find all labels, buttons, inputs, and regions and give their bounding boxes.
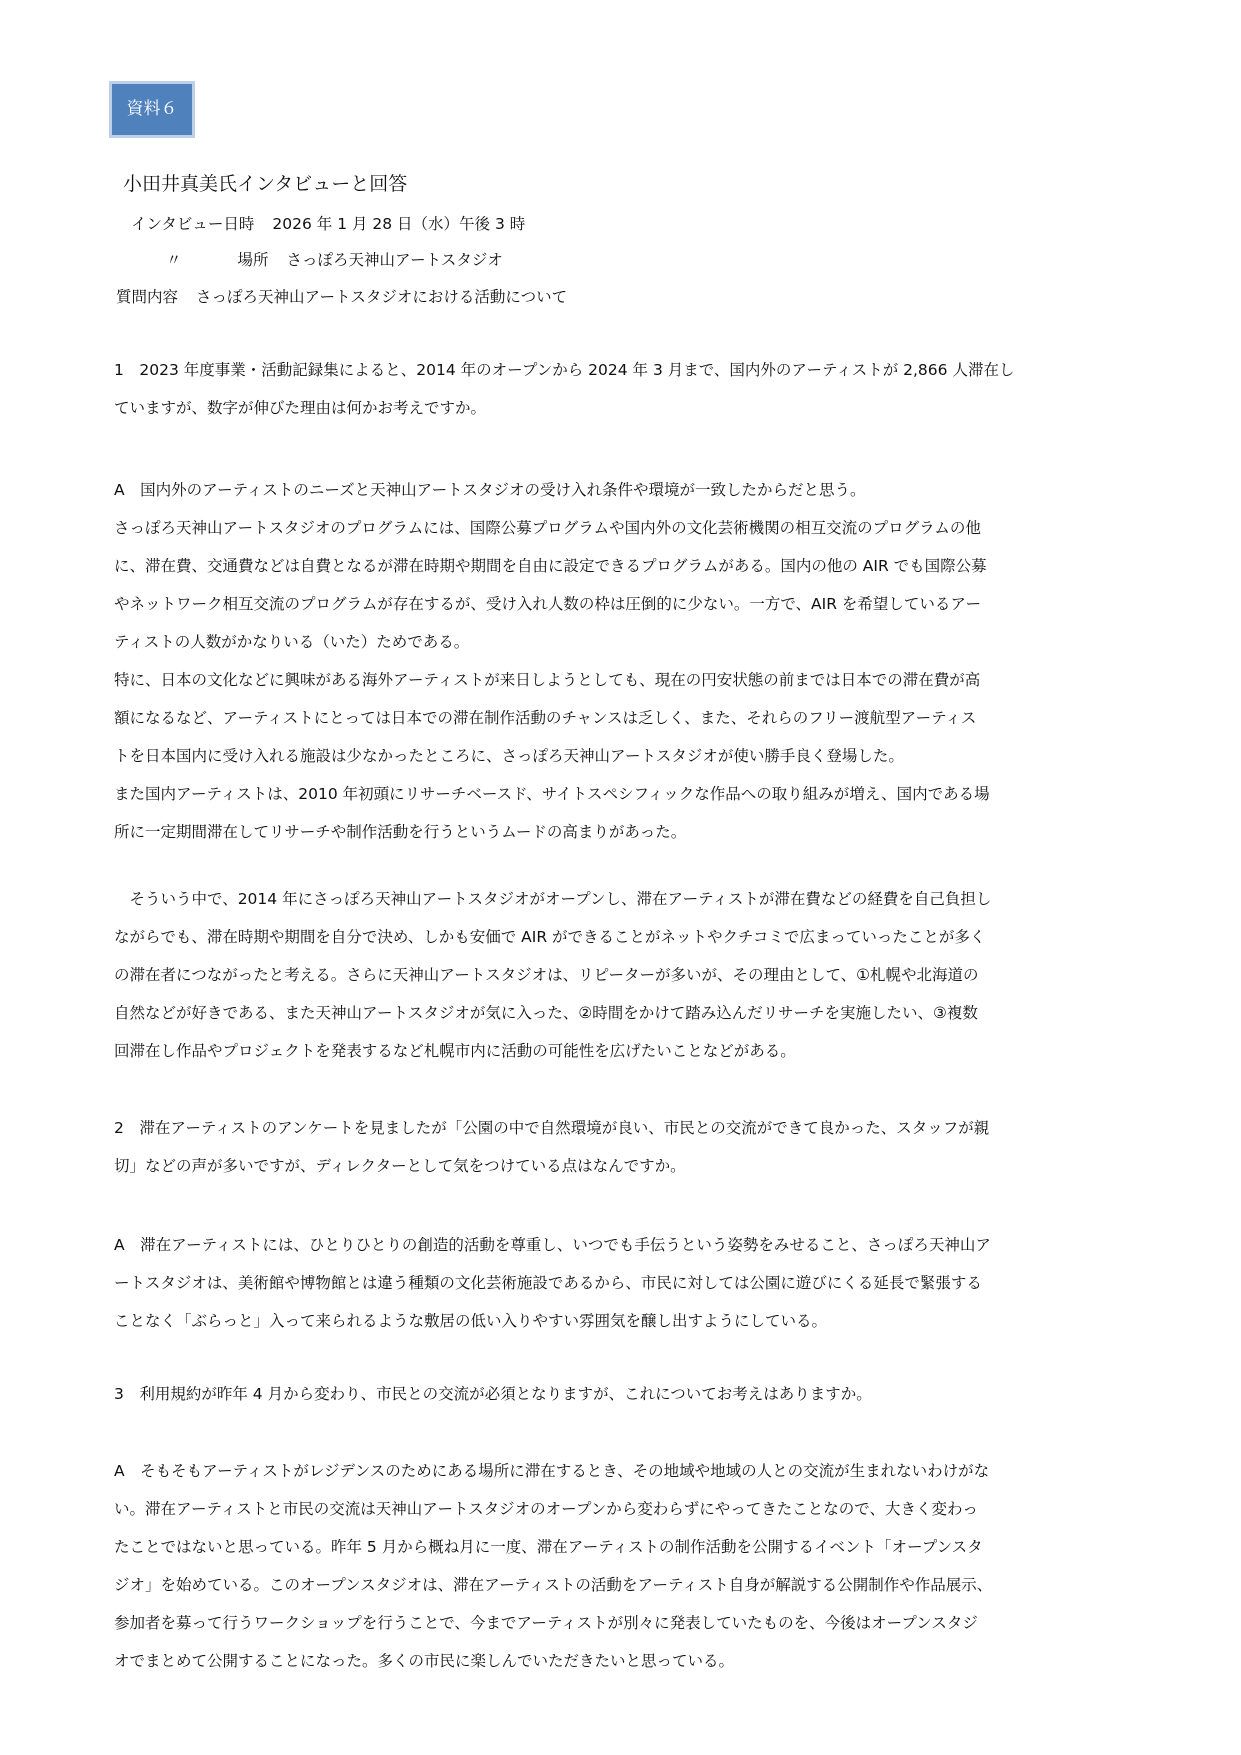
question-topic-line <box>116 285 567 309</box>
place-label: 場所 <box>237 251 269 269</box>
text-line: 3 利用規約が昨年 4 月から変わり、市民との交流が必須となりますが、これについてお考えはありますか。 <box>114 1385 872 1403</box>
text-line: A 国内外のアーティストのニーズと天神山アートスタジオの受け入れ条件や環境が一致したからだと思う。 <box>114 481 866 499</box>
text-line: A そもそもアーティストがレジデンスのためにある場所に滞在するとき、その地域や地域の人との交流が生まれないわけがな <box>114 1462 990 1480</box>
answer-2 <box>114 1226 1050 1340</box>
text-line: たことではないと思っている。昨年 5 月から概ね月に一度、滞在アーティストの制作活動を公開するイベント「オープンスタ <box>114 1538 983 1556</box>
text-line: さっぽろ天神山アートスタジオのプログラムには、国際公募プログラムや国内外の文化芸術機関の相互交流のプログラムの他 <box>114 519 981 537</box>
text-line: また国内アーティストは、2010 年初頭にリサーチベースド、サイトスペシフィックな作品への取り組みが増え、国内である場 <box>114 785 990 803</box>
place-value: さっぽろ天神山アートスタジオ <box>286 251 503 269</box>
text-line: A 滞在アーティストには、ひとりひとりの創造的活動を尊重し、いつでも手伝うという姿勢をみせること、さっぽろ天神山ア <box>114 1236 991 1254</box>
text-line: 参加者を募って行うワークショップを行うことで、今までアーティストが別々に発表していたものを、今後はオープンスタジ <box>114 1614 978 1632</box>
page-title: 小田井真美氏インタビューと回答 <box>123 173 408 195</box>
text-line: の滞在者につながったと考える。さらに天神山アートスタジオは、リピーターが多いが、その理由として、①札幌や北海道の <box>114 966 979 984</box>
text-line: に、滞在費、交通費などは自費となるが滞在時期や期間を自由に設定できるプログラムがある。国内の他の AIR でも国際公募 <box>114 557 987 575</box>
text-line: やネットワーク相互交流のプログラムが存在するが、受け入れ人数の枠は圧倒的に少ない。一方で、AIR を希望しているアー <box>114 595 981 613</box>
text-line: 特に、日本の文化などに興味がある海外アーティストが来日しようとしても、現在の円安状態の前までは日本での滞在費が高 <box>114 671 981 689</box>
text-line: 切」などの声が多いですが、ディレクターとして気をつけている点はなんですか。 <box>114 1157 686 1175</box>
document-badge: 資料６ <box>109 81 195 138</box>
question-label: 質問内容 <box>116 288 179 306</box>
text-line: 2 滞在アーティストのアンケートを見ましたが「公園の中で自然環境が良い、市民との交流ができて良かった、スタッフが親 <box>114 1119 990 1137</box>
answer-1-continued <box>114 880 1050 1070</box>
answer-1 <box>114 471 1050 851</box>
text-line: ことなく「ぶらっと」入って来られるような敷居の低い入りやすい雰囲気を醸し出すようにしている。 <box>114 1312 828 1330</box>
text-line: ートスタジオは、美術館や博物館とは違う種類の文化芸術施設であるから、市民に対しては公園に遊びにくる延長で緊張する <box>114 1274 982 1292</box>
text-line: ながらでも、滞在時期や期間を自分で決め、しかも安価で AIR ができることがネットやクチコミで広まっていったことが多く <box>114 928 986 946</box>
date-value: 2026 年 1 月 28 日（水）午後 3 時 <box>272 215 526 233</box>
text-line: ていますが、数字が伸びた理由は何かお考えですか。 <box>114 399 487 417</box>
answer-3 <box>114 1452 1050 1680</box>
question-value: さっぽろ天神山アートスタジオにおける活動について <box>196 288 568 306</box>
question-3 <box>114 1375 1050 1413</box>
interview-place-line <box>166 248 503 272</box>
text-line: 自然などが好きである、また天神山アートスタジオが気に入った、②時間をかけて踏み込んだリサーチを実施したい、③複数 <box>114 1004 978 1022</box>
text-line: 所に一定期間滞在してリサーチや制作活動を行うというムードの高まりがあった。 <box>114 823 687 841</box>
text-line: オでまとめて公開することになった。多くの市民に楽しんでいただきたいと思っている。 <box>114 1652 735 1670</box>
text-line: そういう中で、2014 年にさっぽろ天神山アートスタジオがオープンし、滞在アーティストが滞在費などの経費を自己負担し <box>114 890 992 908</box>
question-1 <box>114 351 1050 427</box>
text-line: トを日本国内に受け入れる施設は少なかったところに、さっぽろ天神山アートスタジオが使い勝手良く登場した。 <box>114 747 904 765</box>
interview-date-line <box>131 212 525 236</box>
text-line: 回滞在し作品やプロジェクトを発表するなど札幌市内に活動の可能性を広げたいことなどがある。 <box>114 1042 796 1060</box>
text-line: い。滞在アーティストと市民の交流は天神山アートスタジオのオープンから変わらずにやってきたことなので、大きく変わっ <box>114 1500 978 1518</box>
text-line: 1 2023 年度事業・活動記録集によると、2014 年のオープンから 2024 年 3 月まで、国内外のアーティストが 2,866 人滞在し <box>114 361 1015 379</box>
date-label: インタビュー日時 <box>131 215 255 233</box>
text-line: 額になるなど、アーティストにとっては日本での滞在制作活動のチャンスは乏しく、また、それらのフリー渡航型アーティス <box>114 709 977 727</box>
question-2 <box>114 1109 1050 1185</box>
text-line: ジオ」を始めている。このオープンスタジオは、滞在アーティストの活動をアーティスト自身が解説する公開制作や作品展示、 <box>114 1576 993 1594</box>
ditto-mark: 〃 <box>166 251 182 269</box>
text-line: ティストの人数がかなりいる（いた）ためである。 <box>114 633 470 651</box>
